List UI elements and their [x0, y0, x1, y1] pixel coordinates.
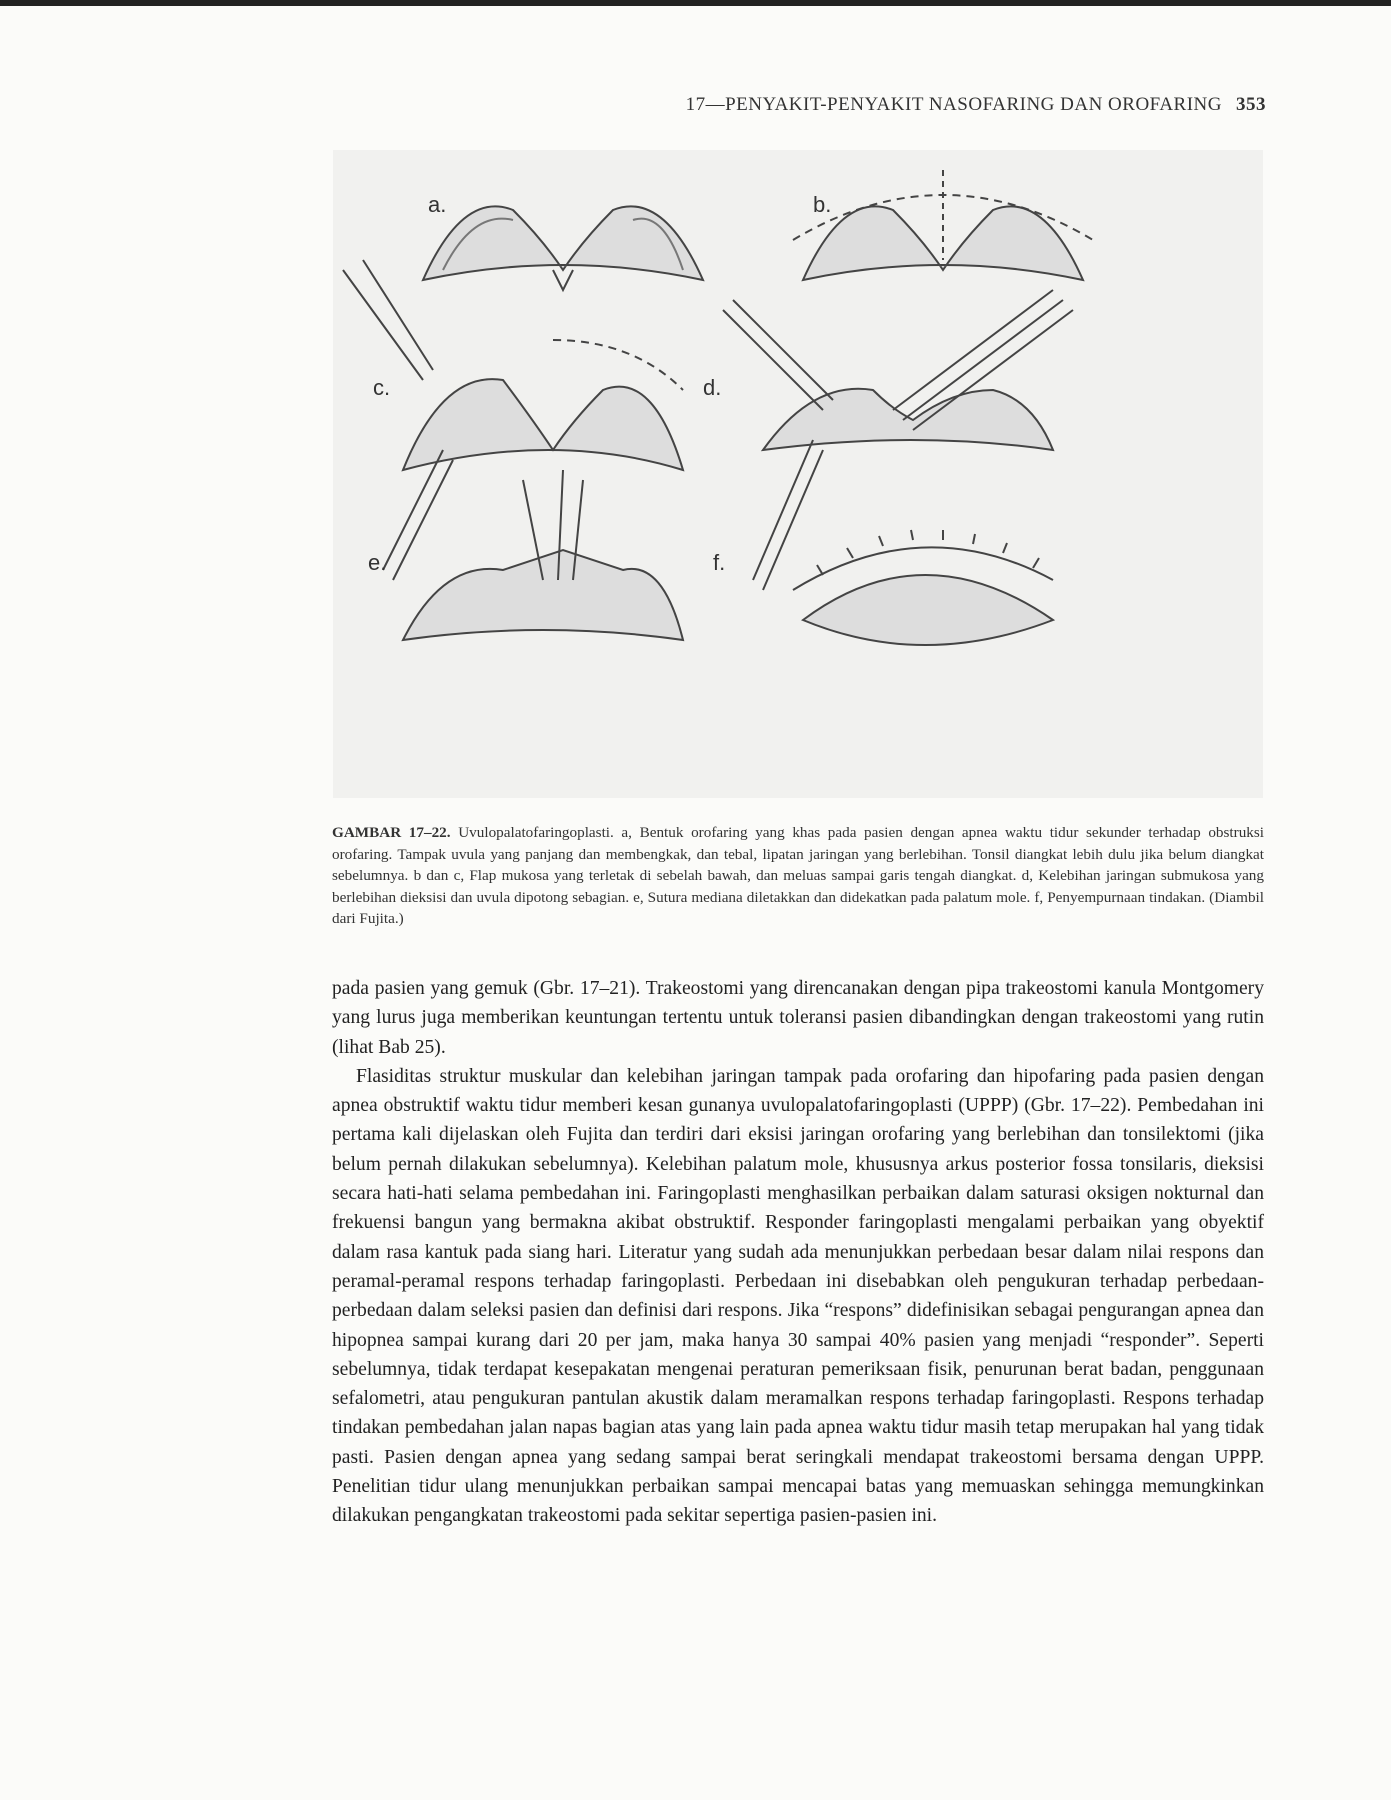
panel-label-b: b.: [813, 192, 832, 217]
running-title: 17—PENYAKIT-PENYAKIT NASOFARING DAN OROFARING: [685, 94, 1222, 115]
paragraph-2: Flasiditas struktur muskular dan kelebihan jaringan tampak pada orofaring dan hipofaring pada pasien dengan apnea obstruktif waktu tidur memberi kesan gunanya uvulopalatofaringoplasti (UPPP) (Gbr. 17–22). Pembedahan ini pertama kali dijelaskan oleh Fujita dan terdiri dari eksisi jaringan orofaring yang berlebihan dan tonsilektomi (jika belum pernah dilakukan sebelumnya). Kelebihan palatum mole, khususnya arkus posterior fossa tonsilaris, dieksisi secara hati-hati selama pembedahan ini. Faringoplasti menghasilkan perbaikan dalam saturasi oksigen nokturnal dan frekuensi bangun yang bermakna akibat obstruktif. Responder faringoplasti mengalami perbaikan yang obyektif dalam rasa kantuk pada siang hari. Literatur yang sudah ada menunjukkan perbedaan besar dalam nilai respons dan peramal-peramal respons terhadap faringoplasti. Perbedaan ini disebabkan oleh pengukuran terhadap perbedaan-perbedaan dalam seleksi pasien dan definisi dari respons. Jika “respons” didefinisikan sebagai pengurangan apnea dan hipopnea sampai kurang dari 20 per jam, maka hanya 30 sampai 40% pasien yang menjadi “responder”. Seperti sebelumnya, tidak terdapat kesepakatan mengenai peraturan pemeriksaan fisik, penurunan berat badan, penggunaan sefalometri, atau pengukuran pantulan akustik dalam meramalkan respons terhadap faringoplasti. Respons terhadap tindakan pembedahan jalan napas bagian atas yang lain pada apnea waktu tidur masih tetap merupakan hal yang tidak pasti. Pasien dengan apnea yang sedang sampai berat seringkali mendapat trakeostomi bersama dengan UPPP. Penelitian tidur ulang menunjukkan perbaikan sampai mencapai batas yang memuaskan sehingga memungkinkan dilakukan pengangkatan trakeostomi pada sekitar sepertiga pasien-pasien ini.: [332, 1065, 1264, 1527]
running-header: [640, 94, 1266, 116]
paragraph-1: pada pasien yang gemuk (Gbr. 17–21). Trakeostomi yang direncanakan dengan pipa trakeostomi kanula Montgomery yang lurus juga memberikan keuntungan tertentu untuk toleransi pasien dibandingkan dengan trakeostomi yang rutin (lihat Bab 25).: [332, 978, 1264, 1058]
panel-e-drawing: [403, 470, 683, 640]
panel-f-drawing: [793, 530, 1053, 645]
surgical-illustration: [333, 150, 1263, 798]
panel-label-e: e.: [368, 550, 387, 575]
panel-c-drawing: [343, 260, 683, 580]
panel-label-d: d.: [703, 375, 722, 400]
caption-label: GAMBAR 17–22.: [332, 824, 451, 841]
panel-b-drawing: [793, 170, 1093, 280]
figure-caption: [332, 822, 1264, 930]
panel-label-c: c.: [373, 375, 391, 400]
panel-a-drawing: [423, 206, 703, 290]
scan-border: [0, 0, 1391, 6]
page-number: 353: [1236, 94, 1266, 115]
panel-label-a: a.: [428, 192, 447, 217]
body-text: [332, 974, 1264, 1531]
panel-d-drawing: [723, 290, 1073, 590]
panel-label-f: f.: [713, 550, 726, 575]
caption-text: Uvulopalatofaringoplasti. a, Bentuk orofaring yang khas pada pasien dengan apnea waktu tidur sekunder terhadap obstruksi orofaring. Tampak uvula yang panjang dan membengkak, dan tebal, lipatan jaringan yang berlebihan. Tonsil diangkat lebih dulu jika belum diangkat sebelumnya. b dan c, Flap mukosa yang terletak di sebelah bawah, dan meluas sampai garis tengah diangkat. d, Kelebihan jaringan submukosa yang berlebihan dieksisi dan uvula dipotong sebagian. e, Sutura mediana diletakkan dan didekatkan pada palatum mole. f, Penyempurnaan tindakan. (Diambil dari Fujita.): [332, 824, 1265, 927]
